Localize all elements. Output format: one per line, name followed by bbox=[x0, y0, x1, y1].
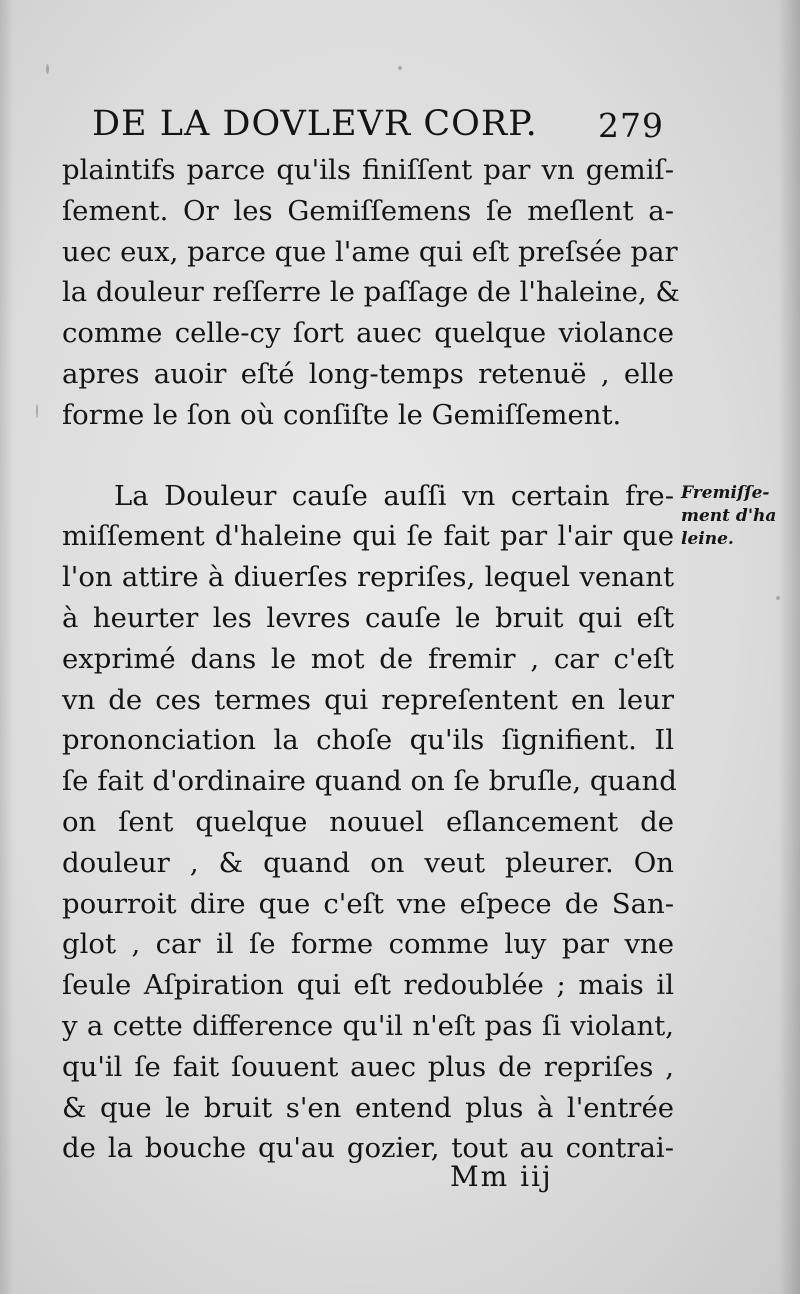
body-text bbox=[62, 150, 680, 1169]
text-line: la douleur reſſerre le paſſage de l'haleine, & bbox=[62, 276, 680, 309]
text-line: qu'il ſe fait ſouuent auec plus de repriſes , bbox=[62, 1050, 674, 1083]
text-line: comme celle-cy ſort auec quelque violance bbox=[62, 317, 674, 350]
text-line: uec eux, parce que l'ame qui eſt preſsée par bbox=[62, 235, 678, 268]
text-line: ſement. Or les Gemiſſemens ſe meſlent a- bbox=[62, 194, 674, 227]
text-line: & que le bruit s'en entend plus à l'entrée bbox=[62, 1091, 674, 1124]
text-line: plaintifs parce qu'ils finiſſent par vn gemiſ- bbox=[62, 154, 674, 186]
text-line: glot , car il ſe forme comme luy par vne bbox=[62, 928, 674, 961]
paper-speck bbox=[398, 66, 402, 70]
paragraph-2 bbox=[62, 476, 677, 1170]
text-line: forme le ſon où conſiſte le Gemiſſement. bbox=[62, 398, 622, 431]
text-line: on ſent quelque nouuel eſlancement de bbox=[62, 805, 674, 838]
text-line: pourroit dire que c'eſt vne eſpece de San- bbox=[62, 887, 674, 920]
text-line: de la bouche qu'au gozier, tout au contrai- bbox=[62, 1132, 674, 1165]
paper-speck bbox=[776, 596, 780, 600]
text-line: à heurter les levres cauſe le bruit qui eſt bbox=[62, 601, 674, 634]
text-line: vn de ces termes qui repreſentent en leur bbox=[62, 683, 674, 716]
text-line: apres auoir eſté long-temps retenuë , elle bbox=[62, 357, 674, 390]
marginal-note-line: Fremiſſe- bbox=[681, 483, 770, 503]
paragraph-1 bbox=[62, 150, 680, 436]
running-title: DE LA DOVLEVR CORP. bbox=[92, 104, 538, 144]
text-line: ſe fait d'ordinaire quand on ſe bruſle, quand bbox=[62, 765, 677, 798]
marginal-note-line: ment d'ha bbox=[681, 506, 777, 526]
page-gutter-shadow bbox=[0, 0, 14, 1294]
text-line: prononciation la choſe qu'ils ſignifient. Il bbox=[62, 724, 674, 757]
marginal-note-line: leine. bbox=[681, 529, 734, 549]
marginal-note bbox=[681, 482, 791, 551]
text-line: La Douleur cauſe auſſi vn certain fre- bbox=[114, 479, 674, 512]
text-line: ſeule Aſpiration qui eſt redoublée ; mais il bbox=[62, 969, 674, 1002]
text-line: miſſement d'haleine qui ſe fait par l'air que bbox=[62, 520, 674, 553]
text-line: exprimé dans le mot de fremir , car c'eſt bbox=[62, 642, 674, 675]
running-header bbox=[92, 104, 664, 150]
page-edge-shadow bbox=[778, 0, 800, 1294]
paragraph-gap bbox=[62, 436, 674, 476]
paper-speck bbox=[46, 64, 49, 74]
signature-mark: Mm iij bbox=[450, 1160, 553, 1193]
text-line: y a cette difference qu'il n'eſt pas ſi violant, bbox=[62, 1009, 674, 1042]
text-line: l'on attire à diuerſes repriſes, lequel venant bbox=[62, 561, 674, 594]
text-line: douleur , & quand on veut pleurer. On bbox=[62, 846, 674, 879]
page-number: 279 bbox=[598, 106, 664, 145]
paper-speck bbox=[36, 404, 38, 418]
